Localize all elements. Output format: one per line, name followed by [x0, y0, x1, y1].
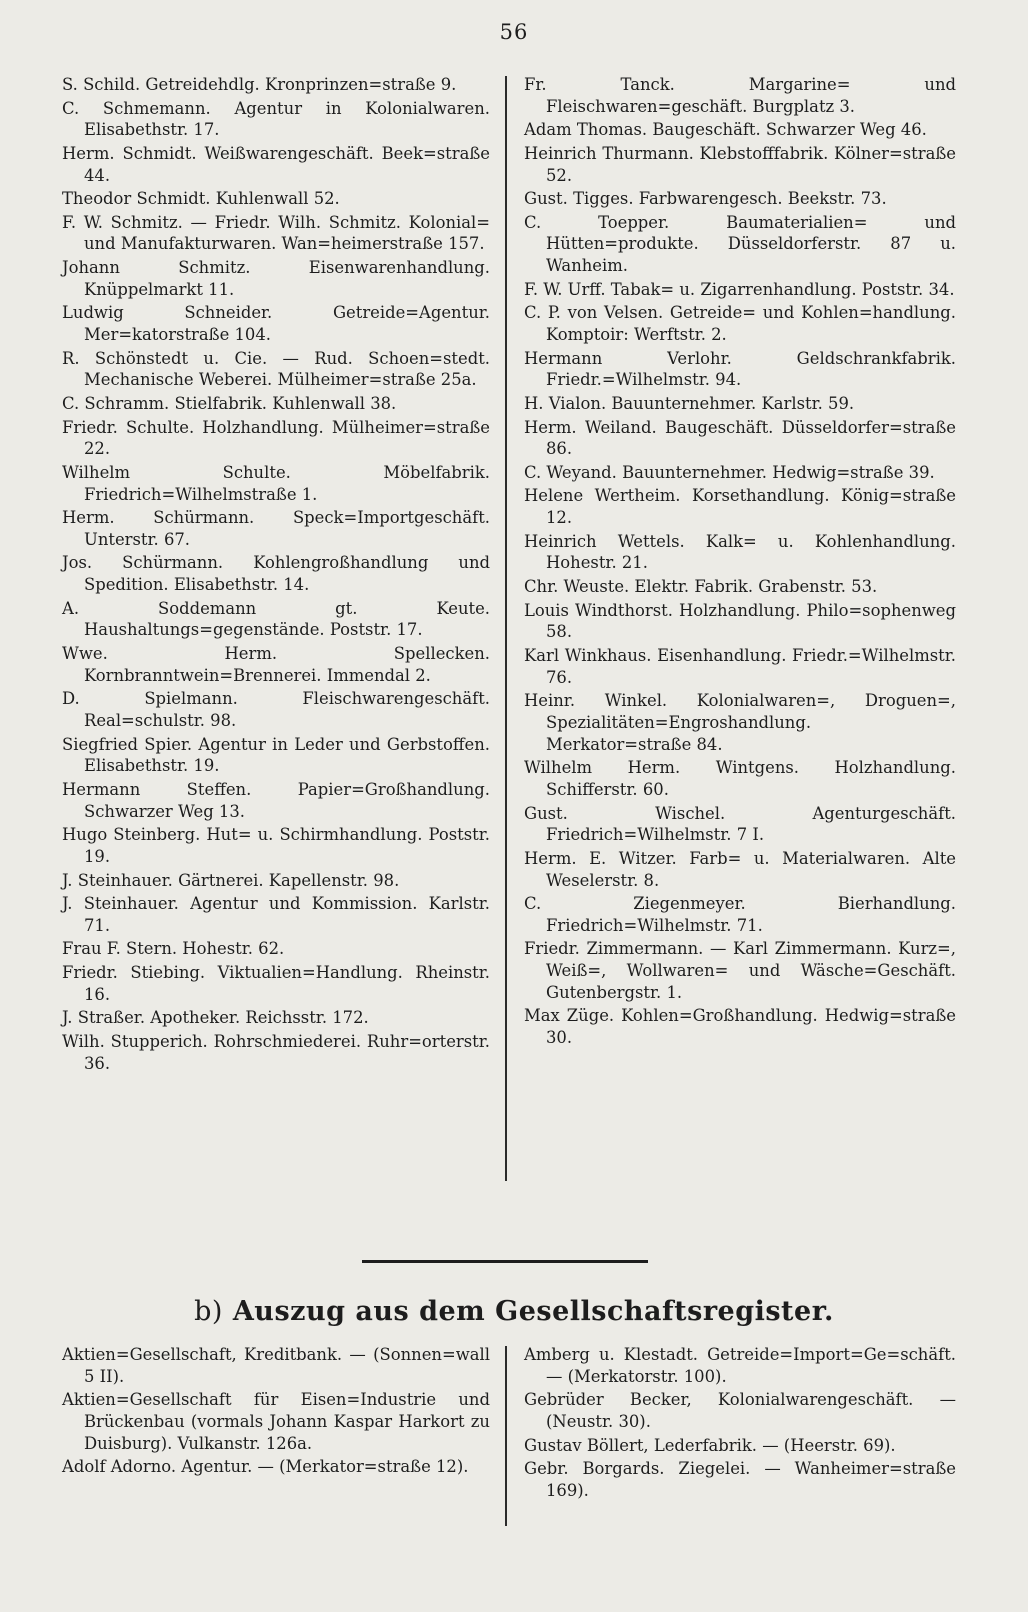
- directory-entry: Fr. Tanck. Margarine= und Fleischwaren=geschäft. Burgplatz 3.: [524, 75, 956, 116]
- directory-entry: F. W. Urff. Tabak= u. Zigarrenhandlung. Poststr. 34.: [524, 279, 955, 299]
- directory-entry: A. Soddemann gt. Keute. Haushaltungs=gegenstände. Poststr. 17.: [62, 598, 490, 640]
- directory-entry: Herm. Weiland. Baugeschäft. Düsseldorfer=straße 86.: [524, 417, 956, 459]
- directory-entry: Theodor Schmidt. Kuhlenwall 52.: [62, 189, 340, 209]
- register-entry: Amberg u. Klestadt. Getreide=Import=Ge=schäft. — (Merkatorstr. 100).: [524, 1345, 956, 1386]
- directory-entry: Wwe. Herm. Spellecken. Kornbranntwein=Brennerei. Immendal 2.: [62, 644, 490, 685]
- directory-entry: Siegfried Spier. Agentur in Leder und Gerbstoffen. Elisabethstr. 19.: [62, 734, 490, 776]
- register-column-divider: [505, 1346, 507, 1526]
- directory-entry: Hermann Steffen. Papier=Großhandlung. Schwarzer Weg 13.: [62, 779, 490, 821]
- directory-entry: Gust. Tigges. Farbwarengesch. Beekstr. 73.: [524, 189, 887, 209]
- directory-entry: Johann Schmitz. Eisenwarenhandlung. Knüppelmarkt 11.: [62, 258, 490, 299]
- directory-entry: Wilhelm Herm. Wintgens. Holzhandlung. Schifferstr. 60.: [524, 758, 956, 799]
- register-entry: Gebrüder Becker, Kolonialwarengeschäft. — (Neustr. 30).: [524, 1390, 956, 1431]
- register-entry: Gustav Böllert, Lederfabrik. — (Heerstr. 69).: [524, 1435, 896, 1455]
- directory-entry: C. Ziegenmeyer. Bierhandlung. Friedrich=Wilhelmstr. 71.: [524, 894, 956, 935]
- directory-entry: Friedr. Schulte. Holzhandlung. Mülheimer=straße 22.: [62, 417, 490, 459]
- directory-entry: Heinrich Wettels. Kalk= u. Kohlenhandlung. Hohestr. 21.: [524, 531, 956, 573]
- page-number: 56: [499, 20, 529, 44]
- directory-entry: Wilhelm Schulte. Möbelfabrik. Friedrich=Wilhelmstraße 1.: [62, 462, 490, 504]
- register-entry: Gebr. Borgards. Ziegelei. — Wanheimer=straße 169).: [524, 1459, 956, 1500]
- directory-entry: Hugo Steinberg. Hut= u. Schirmhandlung. Poststr. 19.: [62, 825, 490, 866]
- directory-entry: J. Steinhauer. Gärtnerei. Kapellenstr. 98.: [62, 870, 400, 890]
- register-entry: Adolf Adorno. Agentur. — (Merkator=straße 12).: [62, 1457, 469, 1477]
- directory-entry: Herm. Schmidt. Weißwarengeschäft. Beek=straße 44.: [62, 143, 490, 185]
- register-entry: Aktien=Gesellschaft, Kreditbank. — (Sonnen=wall 5 II).: [62, 1345, 490, 1386]
- directory-entry: C. Weyand. Bauunternehmer. Hedwig=straße 39.: [524, 462, 935, 482]
- directory-entry: Heinrich Thurmann. Klebstofffabrik. Kölner=straße 52.: [524, 143, 956, 185]
- directory-entry: Frau F. Stern. Hohestr. 62.: [62, 939, 285, 959]
- directory-entry: J. Straßer. Apotheker. Reichsstr. 172.: [62, 1008, 369, 1028]
- directory-entry: Herm. E. Witzer. Farb= u. Materialwaren. Alte Weselerstr. 8.: [524, 848, 956, 890]
- directory-entry: Friedr. Zimmermann. — Karl Zimmermann. Kurz=, Weiß=, Wollwaren= und Wäsche=Geschäft. Gutenbergstr. 1.: [524, 939, 956, 1002]
- directory-entry: C. Schramm. Stielfabrik. Kuhlenwall 38.: [62, 393, 397, 413]
- directory-entry: J. Steinhauer. Agentur und Kommission. Karlstr. 71.: [62, 894, 490, 935]
- directory-entry: Karl Winkhaus. Eisenhandlung. Friedr.=Wilhelmstr. 76.: [524, 645, 956, 687]
- directory-entry: Hermann Verlohr. Geldschrankfabrik. Friedr.=Wilhelmstr. 94.: [524, 348, 956, 390]
- directory-entry: H. Vialon. Bauunternehmer. Karlstr. 59.: [524, 393, 855, 413]
- directory-entry: Helene Wertheim. Korsethandlung. König=straße 12.: [524, 486, 956, 528]
- directory-entry: Gust. Wischel. Agenturgeschäft. Friedrich=Wilhelmstr. 7 I.: [524, 803, 956, 845]
- register-entry: Aktien=Gesellschaft für Eisen=Industrie und Brückenbau (vormals Johann Kaspar Harkort zu Duisburg). Vulkanstr. 126a.: [62, 1390, 490, 1453]
- directory-entry: Friedr. Stiebing. Viktualien=Handlung. Rheinstr. 16.: [62, 963, 490, 1004]
- directory-entry: R. Schönstedt u. Cie. — Rud. Schoen=stedt. Mechanische Weberei. Mülheimer=straße 25a.: [62, 348, 490, 390]
- directory-entry: D. Spielmann. Fleischwarengeschäft. Real=schulstr. 98.: [62, 689, 490, 731]
- directory-entry: C. P. von Velsen. Getreide= und Kohlen=handlung. Komptoir: Werftstr. 2.: [524, 303, 956, 345]
- right-column: [524, 74, 956, 1051]
- section-title: Auszug aus dem Gesellschaftsregister.: [232, 1296, 834, 1327]
- directory-entry: Ludwig Schneider. Getreide=Agentur. Mer=katorstraße 104.: [62, 303, 490, 345]
- directory-entry: F. W. Schmitz. — Friedr. Wilh. Schmitz. Kolonial= und Manufakturwaren. Wan=heimerstraße 157.: [62, 212, 490, 254]
- directory-entry: Jos. Schürmann. Kohlengroßhandlung und Spedition. Elisabethstr. 14.: [62, 553, 490, 595]
- directory-entry: Heinr. Winkel. Kolonialwaren=, Droguen=, Spezialitäten=Engroshandlung. Merkator=straße 84.: [524, 691, 956, 754]
- directory-entry: C. Toepper. Baumaterialien= und Hütten=produkte. Düsseldorferstr. 87 u. Wanheim.: [524, 212, 956, 276]
- directory-entry: Herm. Schürmann. Speck=Importgeschäft. Unterstr. 67.: [62, 508, 490, 549]
- column-divider: [505, 76, 507, 1181]
- register-left-column: [62, 1344, 490, 1480]
- directory-entry: Chr. Weuste. Elektr. Fabrik. Grabenstr. 53.: [524, 577, 878, 597]
- directory-entry: Louis Windthorst. Holzhandlung. Philo=sophenweg 58.: [524, 600, 956, 642]
- section-heading: [0, 1296, 1028, 1327]
- directory-entry: Wilh. Stupperich. Rohrschmiederei. Ruhr=orterstr. 36.: [62, 1031, 490, 1073]
- register-right-column: [524, 1344, 956, 1503]
- directory-entry: S. Schild. Getreidehdlg. Kronprinzen=straße 9.: [62, 75, 457, 94]
- left-column: [62, 74, 490, 1076]
- section-prefix: b): [194, 1296, 223, 1327]
- directory-entry: Adam Thomas. Baugeschäft. Schwarzer Weg 46.: [524, 120, 927, 140]
- directory-entry: Max Züge. Kohlen=Großhandlung. Hedwig=straße 30.: [524, 1006, 956, 1048]
- section-divider: [362, 1260, 648, 1263]
- directory-entry: C. Schmemann. Agentur in Kolonialwaren. Elisabethstr. 17.: [62, 98, 490, 140]
